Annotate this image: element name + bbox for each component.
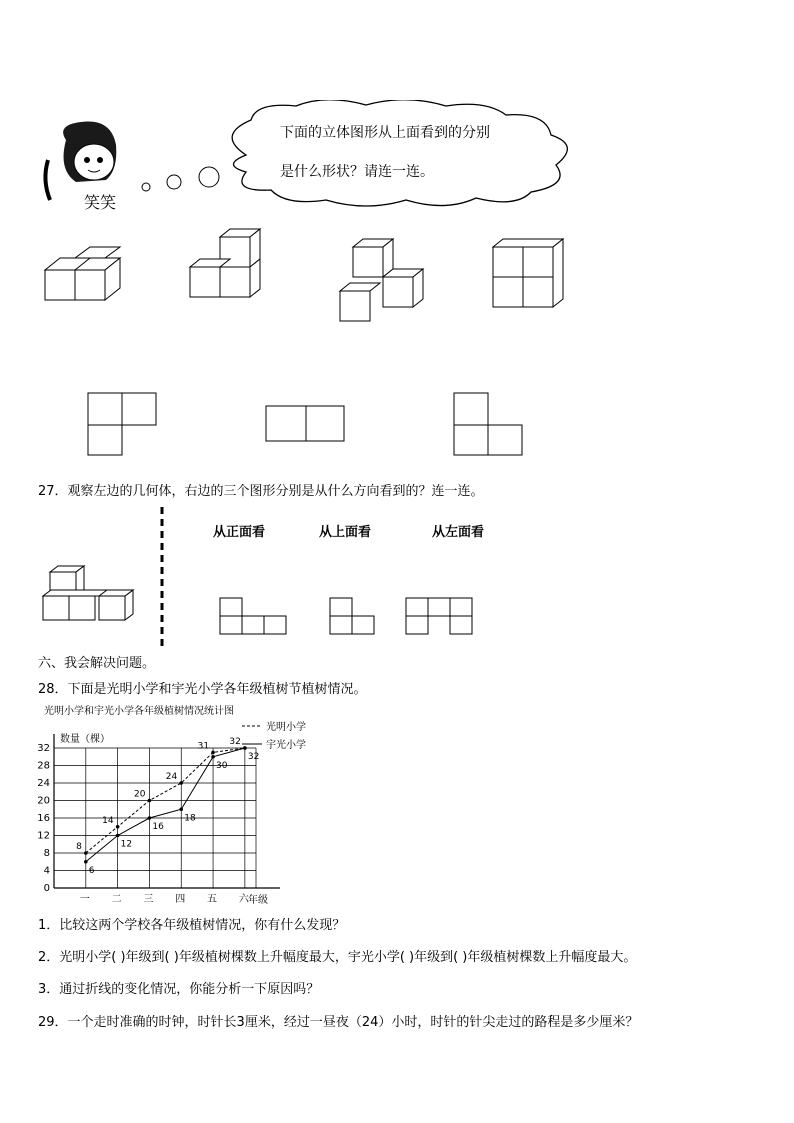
girl-icon (45, 121, 116, 200)
data-point (116, 834, 120, 838)
chart-ylabel: 数量（棵） (60, 734, 110, 745)
q27-view-left (406, 598, 472, 634)
chart-legend (242, 720, 306, 751)
y-tick-label: 28 (37, 760, 50, 772)
bubble-small (142, 183, 150, 191)
q27-label-front: 从正面看 (213, 525, 266, 540)
data-label: 8 (76, 842, 82, 852)
top-view-2 (266, 406, 344, 441)
solids-row (40, 225, 580, 330)
chart-title: 光明小学和宇光小学各年级植树情况统计图 (44, 706, 234, 717)
q28-sub3: 3．通过折线的变化情况，你能分析一下原因吗？ (38, 982, 320, 997)
q27-view-front (220, 598, 286, 634)
q27-label-top: 从上面看 (319, 525, 372, 540)
girl-label: 笑笑 (84, 193, 117, 212)
y-tick-label: 12 (37, 830, 50, 842)
data-point (211, 755, 215, 759)
solid-2 (190, 229, 260, 297)
y-tick-label: 32 (37, 743, 50, 754)
q28-text: 28．下面是光明小学和宇光小学各年级植树节植树情况。 (38, 682, 367, 697)
x-tick-label: 二 (111, 894, 122, 905)
data-point (84, 851, 88, 855)
data-point (179, 781, 183, 785)
data-point (148, 799, 152, 803)
top-view-3 (454, 393, 522, 455)
data-label: 32 (229, 737, 241, 747)
top-views-row (80, 388, 540, 458)
data-label: 32 (247, 752, 260, 762)
x-tick-label: 三 (143, 894, 154, 905)
y-tick-label: 4 (43, 865, 50, 877)
data-point (179, 807, 183, 811)
y-tick-label: 24 (37, 778, 50, 789)
q29-text: 29．一个走时准确的时钟，时针长3厘米，经过一昼夜（24）小时，时针的针尖走过的路程是多少厘米？ (38, 1015, 639, 1030)
legend-label: 光明小学 (266, 722, 306, 733)
q28-sub2: 2．光明小学( )年级到( )年级植树棵数上升幅度最大，宇光小学( )年级到( )年级植树棵数上升幅度最大。 (38, 950, 637, 965)
data-point (148, 816, 152, 820)
solid-1 (45, 247, 120, 300)
data-label: 12 (120, 839, 133, 850)
data-point (211, 751, 215, 755)
q28-sub1: 1．比较这两个学校各年级植树情况，你有什么发现？ (38, 918, 346, 933)
data-point (84, 860, 88, 864)
cloud-text-line2: 是什么形状？请连一连。 (280, 164, 434, 180)
y-tick-label: 0 (43, 883, 50, 894)
data-label: 6 (88, 865, 95, 876)
girl-cloud-illustration (36, 100, 596, 220)
x-tick-label: 四 (175, 894, 186, 905)
y-tick-label: 20 (37, 795, 50, 807)
y-tick-label: 16 (37, 813, 50, 824)
q27-views (215, 595, 480, 640)
chart-svg (30, 700, 350, 910)
legend-label: 宇光小学 (266, 740, 306, 751)
q27-text: 27．观察左边的几何体，右边的三个图形分别是从什么方向看到的？连一连。 (38, 484, 484, 499)
solid-3 (340, 239, 423, 321)
q27-view-top (330, 598, 374, 634)
q28-chart (30, 700, 350, 910)
data-label: 24 (165, 772, 178, 782)
solid-4 (493, 239, 563, 307)
data-label: 14 (102, 815, 114, 826)
bubble-large (199, 167, 219, 187)
cloud-text-line1: 下面的立体图形从上面看到的分别 (280, 125, 490, 141)
data-point (116, 825, 120, 829)
data-label: 30 (216, 760, 228, 771)
top-view-1 (88, 393, 156, 455)
q27-label-left: 从左面看 (432, 525, 485, 540)
chart-lines (76, 737, 259, 876)
data-label: 16 (152, 822, 164, 832)
chart-xlabel: 年级 (248, 895, 268, 906)
q27-solid (40, 505, 170, 650)
bubble-medium (167, 175, 181, 189)
q27-solid-shape (43, 566, 133, 620)
x-tick-label: 五 (207, 894, 218, 905)
data-label: 20 (133, 789, 146, 800)
y-tick-label: 8 (43, 848, 50, 859)
cloud-shape (232, 100, 567, 206)
x-tick-label: 六 (238, 894, 249, 905)
data-label: 31 (197, 741, 210, 752)
data-point (243, 746, 247, 750)
data-label: 18 (184, 813, 196, 824)
section6-title: 六、我会解决问题。 (38, 656, 156, 671)
x-tick-label: 一 (79, 894, 90, 905)
